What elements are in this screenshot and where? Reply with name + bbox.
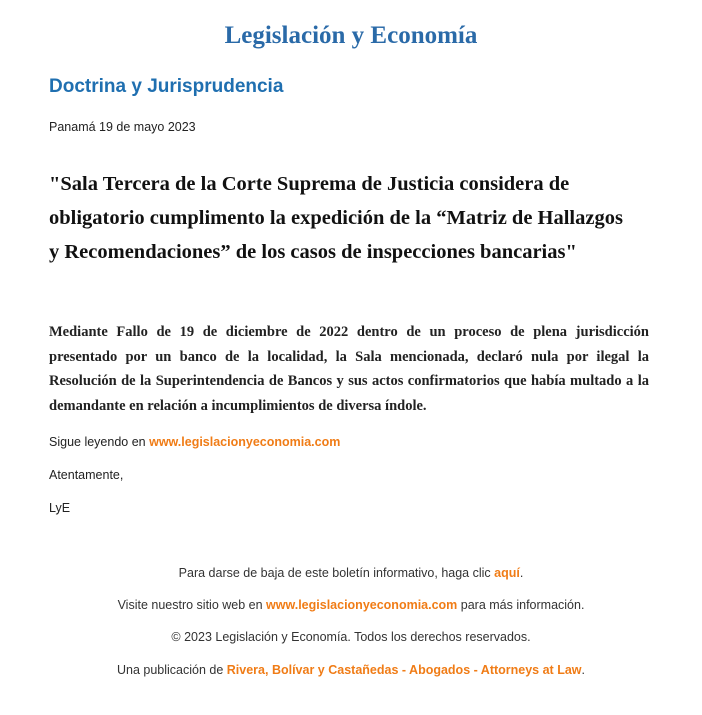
section-title: Doctrina y Jurisprudencia: [49, 76, 284, 97]
footer-publisher-suffix: .: [581, 663, 585, 677]
footer-unsubscribe-prefix: Para darse de baja de este boletín informativo, haga clic: [178, 566, 495, 580]
publisher-link[interactable]: Rivera, Bolívar y Castañedas - Abogados - Attorneys at Law: [226, 663, 582, 677]
unsubscribe-link[interactable]: aquí: [494, 566, 520, 580]
continue-reading-line: [49, 434, 340, 450]
footer-publisher: [0, 662, 702, 678]
footer-visit-prefix: Visite nuestro sitio web en: [117, 598, 267, 612]
website-link[interactable]: www.legislacionyeconomia.com: [266, 598, 458, 612]
article-summary: Mediante Fallo de 19 de diciembre de 2022 dentro de un proceso de plena jurisdicción presentado por un banco de la localidad, la Sala mencionada, declaró nula por ilegal la Resolución de la Superintendencia de Bancos y sus actos confirmatorios que había multado a la demandante en relación a incumplimientos de diversa índole.: [49, 324, 649, 414]
footer-unsubscribe: [0, 565, 702, 581]
continue-reading-link[interactable]: www.legislacionyeconomia.com: [149, 435, 341, 449]
footer-unsubscribe-suffix: .: [519, 566, 524, 580]
footer-visit-suffix: para más información.: [457, 598, 585, 612]
footer-visit: [0, 597, 702, 613]
masthead-title: Legislación y Economía: [224, 22, 478, 49]
footer-copyright: © 2023 Legislación y Economía. Todos los derechos reservados.: [171, 630, 531, 644]
dateline: Panamá 19 de mayo 2023: [49, 120, 196, 134]
closing-salutation: Atentamente,: [49, 468, 124, 482]
continue-reading-prefix: Sigue leyendo en: [49, 435, 150, 449]
closing-signature: LyE: [49, 501, 71, 515]
article-headline: "Sala Tercera de la Corte Suprema de Justicia considera de obligatorio cumplimento la expedición de la “Matriz de Hallazgos y Recomendaciones” de los casos de inspecciones bancarias": [49, 173, 623, 263]
footer-publisher-prefix: Una publicación de: [116, 663, 227, 677]
